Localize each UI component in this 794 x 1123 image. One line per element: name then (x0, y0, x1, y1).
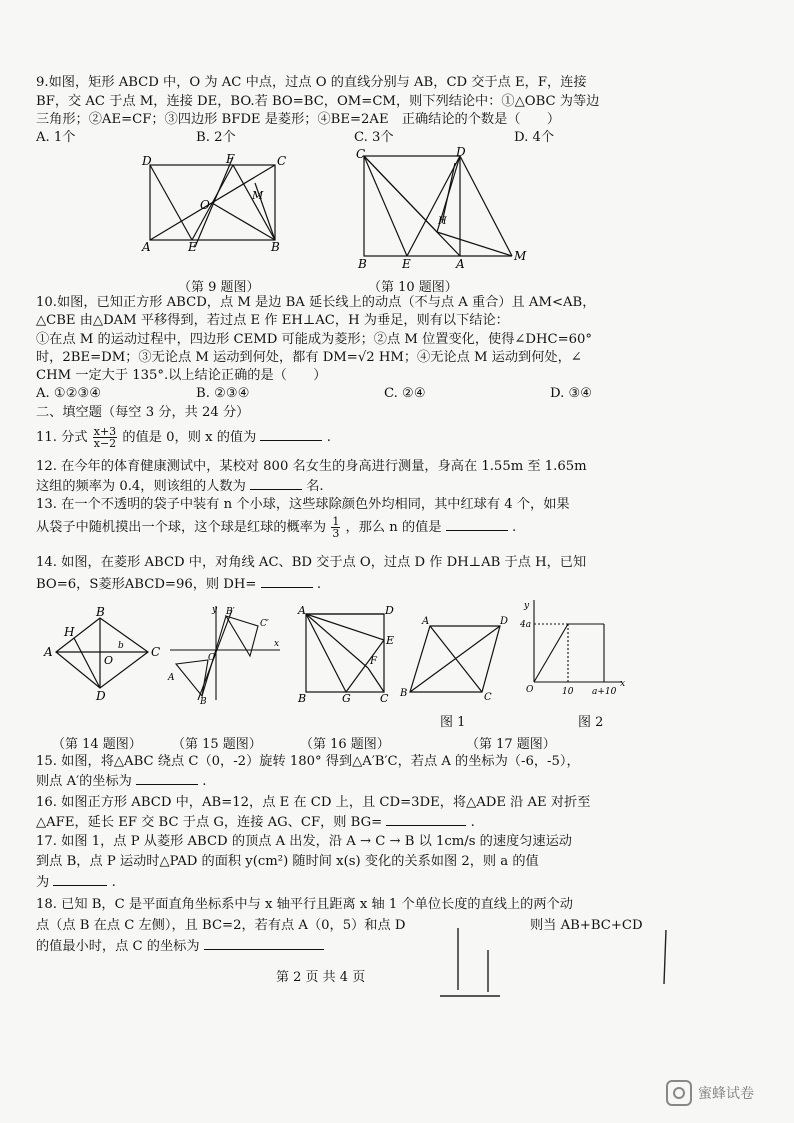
q13-line-2-end: . (511, 520, 517, 535)
fig14-label: H (64, 625, 75, 639)
q11 (36, 426, 331, 450)
q18-line-1: 18. 已知 B，C 是平面直角坐标系中与 x 轴平行且距离 x 轴 1 个单位长度的直线上的两个动 (36, 897, 573, 912)
q9-option-c: C. 3个 (354, 130, 394, 145)
figure-17-2 (518, 596, 628, 701)
fig17b-label: 4a (520, 620, 532, 630)
q16-line-2 (36, 813, 475, 832)
fig16-label: B (298, 692, 307, 705)
fig14-label: C (151, 645, 161, 659)
q14-line-1: 14. 如图，在菱形 ABCD 中，对角线 AC、BD 交于点 O，过点 D 作 DH⊥AB 于点 H，已知 (36, 555, 587, 570)
fig17a-label: D (500, 616, 509, 627)
fig17b-label: O (526, 685, 534, 695)
q10-option-d: D. ③④ (550, 386, 593, 401)
q12-line-2 (36, 477, 324, 496)
q9-option-a: A. 1个 (36, 130, 76, 145)
fig9-label: A (142, 240, 151, 254)
fig15-label: B (200, 697, 207, 707)
figure-17-1 (396, 616, 509, 703)
q9-line-2: BF，交 AC 于点 M，连接 DE，BO.若 BO=BC，OM=CM，则下列结论中：①△OBC 为等边 (36, 94, 600, 109)
fig9-label: M (252, 189, 264, 202)
fig16-label: F (370, 656, 377, 667)
q18-line-2-right: 则当 AB+BC+CD (530, 918, 643, 933)
caption-fig17-2: 图 2 (578, 715, 604, 730)
q9-line-1: 9.如图，矩形 ABCD 中，O 为 AC 中点，过点 O 的直线分别与 AB，CD 交于点 E，F，连接 (36, 75, 587, 90)
fig9-label: F (226, 152, 235, 166)
q15-line-2-text: 则点 A′的坐标为 (36, 774, 132, 789)
fig14-label: O (104, 654, 114, 667)
fig17a-label: A (422, 616, 430, 627)
q13-num: 1 (332, 515, 340, 528)
caption-fig9: （第 9 题图） (178, 280, 260, 295)
q17-answer-blank[interactable] (53, 873, 107, 886)
q15-line-1: 15. 如图，将△ABC 绕点 C（0，-2）旋转 180° 得到△A′B′C，若点 A 的坐标为（-6，-5）， (36, 754, 580, 769)
fig14-label: b (118, 641, 124, 651)
fig10-label: H (438, 216, 447, 227)
q13-fraction (331, 516, 340, 539)
fig10-label: B (358, 257, 367, 271)
q11-end: . (326, 430, 331, 445)
q13-line-2-pre: 从袋子中随机摸出一个球，这个球是红球的概率为 (36, 520, 327, 535)
fig16-label: D (385, 604, 394, 617)
fig9-label: C (277, 154, 287, 168)
q10-option-b: B. ②③④ (196, 386, 250, 401)
q16-line-1: 16. 如图正方形 ABCD 中，AB=12，点 E 在 CD 上，且 CD=3DE，将△ADE 沿 AE 对折至 (36, 795, 591, 810)
q9-option-d: D. 4个 (514, 130, 555, 145)
q10-line-2: △CBE 由△DAM 平移得到，若过点 E 作 EH⊥AC，H 为垂足，则有以下结论： (36, 313, 509, 328)
fig17a-label: C (484, 692, 492, 703)
q10-line-3: ①在点 M 的运动过程中，四边形 CEMD 可能成为菱形；②点 M 位置变化，使得∠DHC=60° (36, 332, 593, 347)
q17-line-3-text: 为 (36, 875, 50, 890)
fig16-label: E (386, 634, 395, 647)
fig16-label: C (380, 692, 389, 705)
q12-line-2-text: 这组的频率为 0.4，则该组的人数为 (36, 479, 246, 494)
q14-line-2-text: BO=6，S菱形ABCD=96，则 DH= (36, 577, 257, 592)
page-footer: 第 2 页 共 4 页 (276, 970, 366, 985)
q11-answer-blank[interactable] (260, 428, 322, 441)
figure-9 (140, 152, 290, 260)
fig9-label: B (271, 240, 280, 254)
scribble-marks (440, 920, 680, 1000)
q17-line-1: 17. 如图 1，点 P 从菱形 ABCD 的顶点 A 出发，沿 A → C → B 以 1cm/s 的速度匀速运动 (36, 834, 572, 849)
q15-answer-blank[interactable] (136, 772, 198, 785)
fig10-label: E (402, 257, 411, 271)
q11-num: x+3 (93, 425, 117, 438)
caption-fig10: （第 10 题图） (368, 280, 458, 295)
fig15-label: y (212, 605, 218, 615)
fig15-label: x (274, 639, 280, 649)
figure-16 (296, 606, 396, 706)
q14-answer-blank[interactable] (261, 575, 313, 588)
caption-fig15: （第 15 题图） (172, 737, 262, 752)
section-2-title: 二、填空题（每空 3 分，共 24 分） (36, 405, 250, 420)
q16-line-2-end: . (470, 815, 475, 830)
q14-line-2 (36, 575, 321, 594)
q18-line-3 (36, 937, 324, 956)
figure-10 (352, 145, 532, 271)
fig17b-label: x (620, 679, 626, 689)
caption-fig16: （第 16 题图） (300, 737, 390, 752)
fig9-label: O (200, 198, 210, 212)
fig15-label: A (168, 673, 175, 683)
q13-den: 3 (332, 527, 340, 540)
q15-line-2-end: . (202, 774, 207, 789)
fig15-label: O (208, 653, 216, 663)
watermark-text: 蜜蜂试卷 (698, 1086, 754, 1102)
figure-15 (168, 604, 283, 707)
q10-line-5: CHM 一定大于 135°.以上结论正确的是（ ） (36, 368, 327, 383)
fig14-label: B (96, 605, 105, 619)
caption-fig17-1: 图 1 (440, 715, 466, 730)
q15-line-2 (36, 772, 206, 791)
watermark (666, 1080, 754, 1106)
fig14-label: D (96, 689, 106, 703)
q17-line-3 (36, 873, 116, 892)
caption-fig17: （第 17 题图） (466, 737, 556, 752)
q9-option-b: B. 2个 (196, 130, 236, 145)
fig9-label: D (142, 154, 152, 168)
q10-option-a: A. ①②③④ (36, 386, 102, 401)
fig10-label: C (356, 147, 366, 161)
fig17b-label: y (524, 601, 530, 611)
q16-line-2-text: △AFE，延长 EF 交 BC 于点 G，连接 AG、CF，则 BG= (36, 815, 383, 830)
fig16-label: G (342, 692, 351, 705)
q10-option-c: C. ②④ (384, 386, 426, 401)
q13-line-1: 13. 在一个不透明的袋子中装有 n 个小球，这些球除颜色外均相同，其中红球有 4 个，如果 (36, 497, 570, 512)
q14-line-2-end: . (316, 577, 322, 592)
q10-line-1: 10.如图，已知正方形 ABCD，点 M 是边 BA 延长线上的动点（不与点 A 重合）且 AM<AB， (36, 295, 596, 310)
q9-line-3: 三角形；②AE=CF；③四边形 BFDE 是菱形；④BE=2AE 正确结论的个数是（ ） (36, 112, 561, 127)
q10-line-4: 时，2BE=DM；③无论点 M 运动到何处，都有 DM=√2 HM；④无论点 M 运动到何处，∠ (36, 350, 582, 365)
q12-line-2-end: 名. (306, 479, 324, 494)
fig10-label: A (456, 257, 465, 271)
q12-line-1: 12. 在今年的体育健康测试中，某校对 800 名女生的身高进行测量，身高在 1.55m 至 1.65m (36, 459, 587, 474)
fig15-label: C′ (260, 619, 269, 629)
fig14-label: A (44, 645, 53, 659)
q18-line-3-text: 的值最小时，点 C 的坐标为 (36, 939, 200, 954)
q18-line-2: 点（点 B 在点 C 左侧），且 BC=2，若有点 A（0，5）和点 D (36, 918, 406, 933)
fig15-label: B′ (226, 607, 235, 617)
figure-14 (44, 605, 164, 703)
q13-line-2 (36, 516, 516, 540)
q17-line-2: 到点 B，点 P 运动时△PAD 的面积 y(cm²) 随时间 x(s) 变化的关系如图 2，则 a 的值 (36, 854, 539, 869)
q13-line-2-post: ，那么 n 的值是 (345, 520, 442, 535)
fig17b-label: a+10 (592, 687, 617, 697)
q11-fraction (93, 426, 117, 449)
q13-answer-blank[interactable] (446, 518, 508, 531)
q16-answer-blank[interactable] (386, 813, 466, 826)
q11-pre: 11. 分式 (36, 430, 88, 445)
fig10-label: D (456, 145, 466, 159)
fig16-label: A (298, 604, 306, 617)
fig9-label: E (188, 240, 197, 254)
q17-line-3-end: . (111, 875, 116, 890)
q12-answer-blank[interactable] (250, 477, 302, 490)
q11-den: x−2 (93, 437, 117, 450)
q11-post: 的值是 0，则 x 的值为 (122, 430, 257, 445)
caption-fig14: （第 14 题图） (52, 737, 142, 752)
watermark-logo-icon (666, 1080, 692, 1106)
q18-answer-blank[interactable] (204, 937, 324, 950)
fig10-label: M (514, 249, 527, 263)
fig17b-label: 10 (562, 687, 574, 697)
fig17a-label: B (400, 688, 408, 699)
